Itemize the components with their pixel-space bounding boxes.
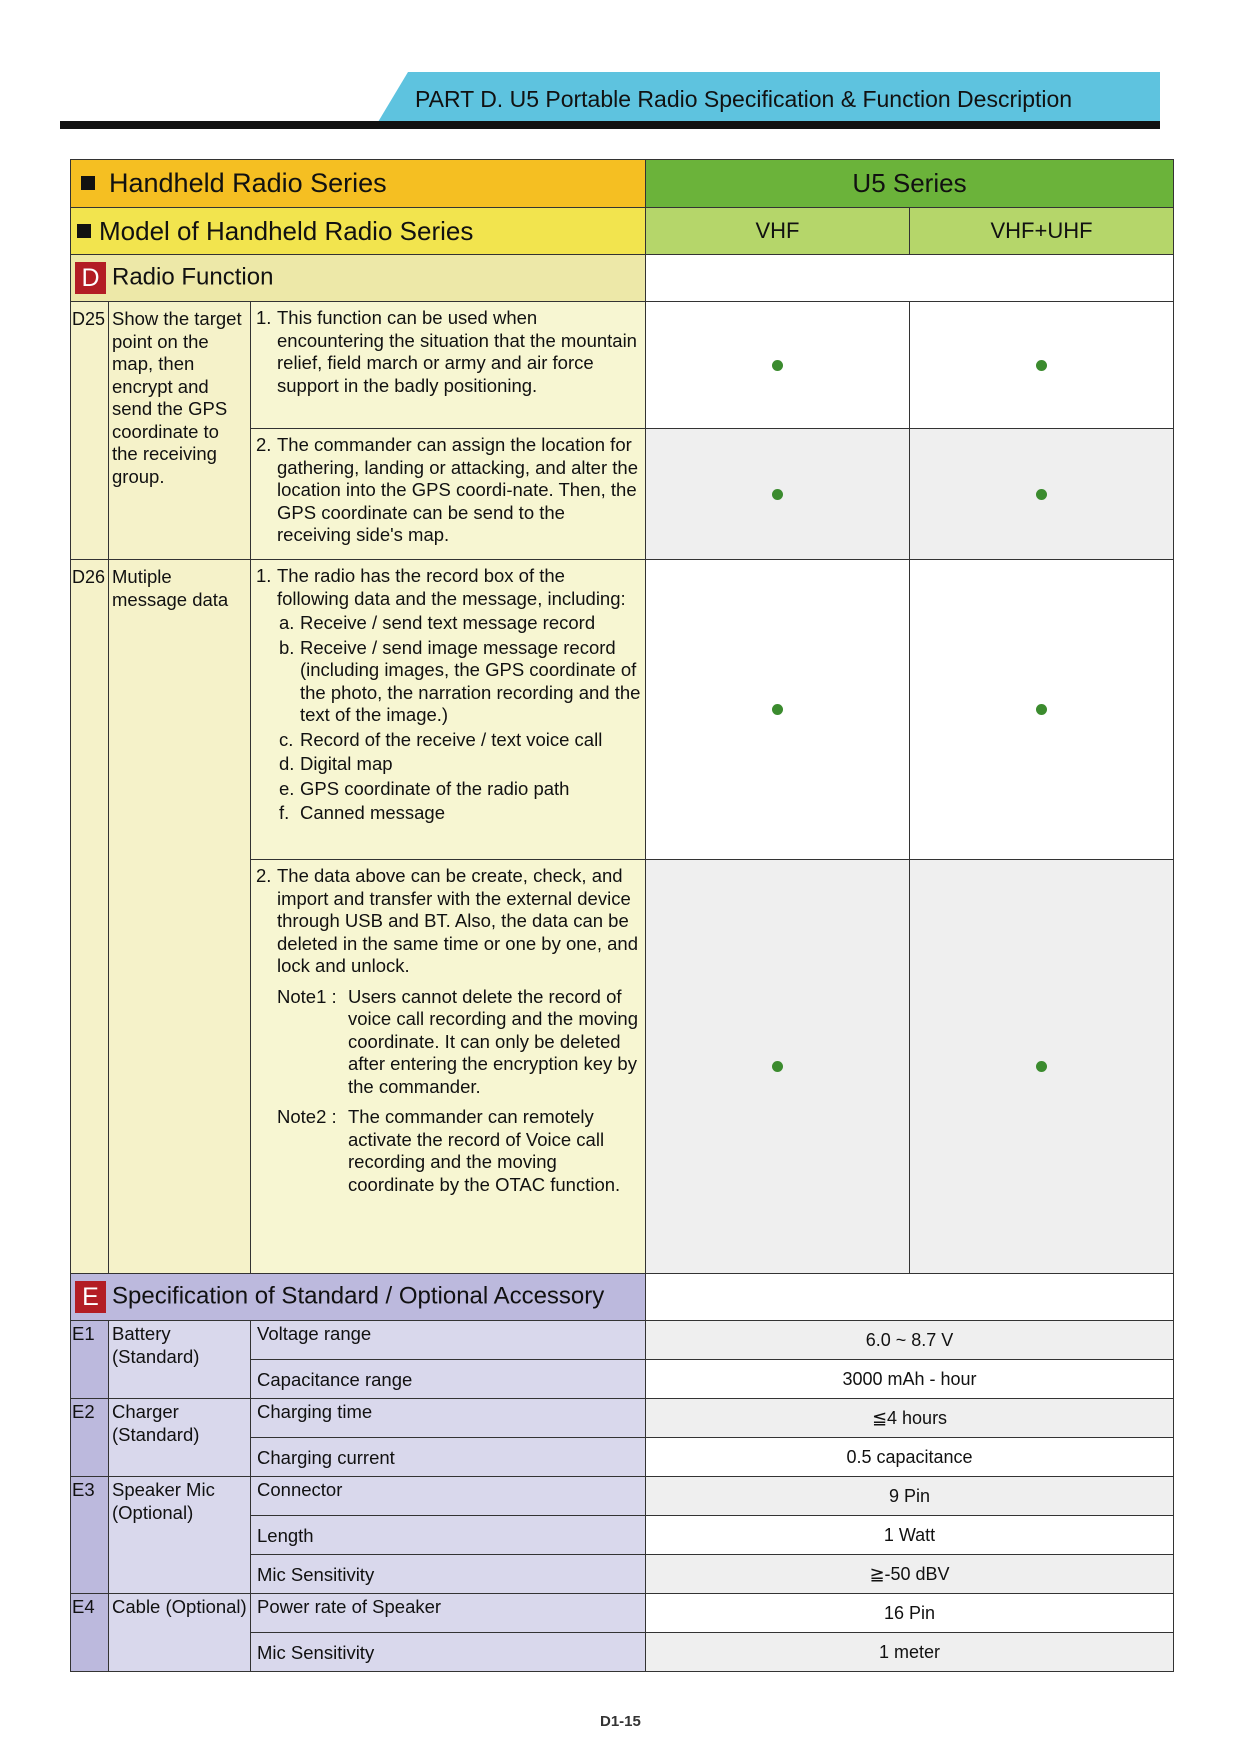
section-e-header xyxy=(71,1274,646,1321)
e3-code: E3 xyxy=(71,1477,109,1594)
d26-2-vhfuhf-support xyxy=(910,860,1174,1274)
sub-letter: a. xyxy=(279,612,295,633)
e3-name: Speaker Mic (Optional) xyxy=(109,1477,251,1594)
supported-dot-icon xyxy=(1036,489,1047,500)
note-label: Note2 : xyxy=(277,1106,337,1127)
series-label: Handheld Radio Series xyxy=(109,168,387,199)
sub-text: Receive / send text message record xyxy=(300,612,596,633)
list-text: The radio has the record box of the following data and the message, including: xyxy=(277,565,626,609)
d25-2-vhfuhf-support xyxy=(910,429,1174,560)
d25-row-1 xyxy=(71,302,1174,429)
list-text: This function can be used when encountering the situation that the mountain relief, field march or army and air force support in the badly positioning. xyxy=(277,307,637,396)
spec-property: Capacitance range xyxy=(251,1360,646,1399)
e4-row-1 xyxy=(71,1594,1174,1633)
series-label-cell xyxy=(71,160,646,208)
series-row xyxy=(71,160,1174,208)
spec-value: 1 Watt xyxy=(646,1516,1174,1555)
d26-row-1 xyxy=(71,560,1174,860)
header-rule xyxy=(60,121,1160,129)
section-d-title: Radio Function xyxy=(112,263,274,291)
spec-value: 16 Pin xyxy=(646,1594,1174,1633)
supported-dot-icon xyxy=(1036,704,1047,715)
sub-letter: b. xyxy=(279,636,295,658)
e2-row-1 xyxy=(71,1399,1174,1438)
series-value: U5 Series xyxy=(646,160,1174,208)
sub-letter: f. xyxy=(279,802,290,823)
list-number: 1. xyxy=(256,565,272,586)
list-text: The data above can be create, check, and import and transfer with the external device through USB and BT. Also, the data can be deleted in the same time or one by one, and lock and unlock. xyxy=(277,865,638,976)
spec-property: Mic Sensitivity xyxy=(251,1633,646,1672)
spec-table xyxy=(70,159,1174,1672)
list-text: The commander can assign the location for gathering, landing or attacking, and alter the location into the GPS coordi-nate. Then, the GPS coordinate can be send to the receiving side's map. xyxy=(277,434,638,545)
note-label: Note1 : xyxy=(277,985,337,1007)
sub-text: Digital map xyxy=(300,753,393,774)
e1-code: E1 xyxy=(71,1321,109,1399)
e4-code: E4 xyxy=(71,1594,109,1672)
note-text: Users cannot delete the record of voice call recording and the moving coordinate. It can only be deleted after entering the encryption key by the commander. xyxy=(348,985,638,1097)
d25-2-vhf-support xyxy=(646,429,910,560)
d25-name: Show the target point on the map, then encrypt and send the GPS coordinate to the receiving group. xyxy=(109,302,251,560)
section-e-title: Specification of Standard / Optional Accessory xyxy=(112,1282,605,1310)
sub-text: GPS coordinate of the radio path xyxy=(300,777,570,799)
d26-item-1 xyxy=(251,560,646,860)
spec-value: 9 Pin xyxy=(646,1477,1174,1516)
section-d-header xyxy=(71,255,646,302)
model-label: Model of Handheld Radio Series xyxy=(99,215,474,246)
d25-1-vhfuhf-support xyxy=(910,302,1174,429)
supported-dot-icon xyxy=(772,489,783,500)
d26-name: Mutiple message data xyxy=(109,560,251,1274)
spec-value: 6.0 ~ 8.7 V xyxy=(646,1321,1174,1360)
supported-dot-icon xyxy=(772,704,783,715)
model-label-cell xyxy=(71,208,646,255)
spec-value: 3000 mAh - hour xyxy=(646,1360,1174,1399)
list-number: 1. xyxy=(256,307,272,328)
spec-property: Connector xyxy=(251,1477,646,1516)
model-vhf: VHF xyxy=(646,208,910,255)
spec-property: Mic Sensitivity xyxy=(251,1555,646,1594)
d25-code: D25 xyxy=(71,302,109,560)
sub-text: Canned message xyxy=(300,802,446,823)
model-row xyxy=(71,208,1174,255)
list-number: 2. xyxy=(256,434,272,455)
spec-value: ≦4 hours xyxy=(646,1399,1174,1438)
sub-text: Receive / send image message record (including images, the GPS coordinate of the photo, the narration recording and the text of the image.) xyxy=(300,636,641,725)
sub-letter: d. xyxy=(279,753,295,774)
spec-property: Voltage range xyxy=(251,1321,646,1360)
square-bullet-icon xyxy=(77,224,91,238)
e2-name: Charger (Standard) xyxy=(109,1399,251,1477)
sub-text: Record of the receive / text voice call xyxy=(300,728,603,750)
d26-2-vhf-support xyxy=(646,860,910,1274)
supported-dot-icon xyxy=(772,1061,783,1072)
spec-value: 1 meter xyxy=(646,1633,1174,1672)
d25-item-1 xyxy=(251,302,646,429)
spec-property: Power rate of Speaker xyxy=(251,1594,646,1633)
e1-row-1 xyxy=(71,1321,1174,1360)
section-e-badge: E xyxy=(75,1281,106,1313)
d26-1-vhf-support xyxy=(646,560,910,860)
square-bullet-icon xyxy=(81,176,95,190)
supported-dot-icon xyxy=(772,360,783,371)
e2-code: E2 xyxy=(71,1399,109,1477)
page-number: D1-15 xyxy=(600,1713,641,1730)
spec-property: Charging time xyxy=(251,1399,646,1438)
d26-code: D26 xyxy=(71,560,109,1274)
d26-1-vhfuhf-support xyxy=(910,560,1174,860)
section-e-blank xyxy=(646,1274,1174,1321)
section-d-blank xyxy=(646,255,1174,302)
d25-1-vhf-support xyxy=(646,302,910,429)
section-d-row xyxy=(71,255,1174,302)
e1-name: Battery (Standard) xyxy=(109,1321,251,1399)
list-number: 2. xyxy=(256,865,272,886)
supported-dot-icon xyxy=(1036,1061,1047,1072)
spec-property: Charging current xyxy=(251,1438,646,1477)
note-text: The commander can remotely activate the record of Voice call recording and the moving coordinate by the OTAC function. xyxy=(348,1106,621,1195)
spec-value: 0.5 capacitance xyxy=(646,1438,1174,1477)
section-d-badge: D xyxy=(75,262,106,294)
spec-property: Length xyxy=(251,1516,646,1555)
spec-value: ≧-50 dBV xyxy=(646,1555,1174,1594)
sub-letter: e. xyxy=(279,777,295,799)
model-vhf-uhf: VHF+UHF xyxy=(910,208,1174,255)
supported-dot-icon xyxy=(1036,360,1047,371)
sub-letter: c. xyxy=(279,728,294,750)
e3-row-1 xyxy=(71,1477,1174,1516)
section-e-row xyxy=(71,1274,1174,1321)
d25-item-2 xyxy=(251,429,646,560)
d26-item-2 xyxy=(251,860,646,1274)
page-title: PART D. U5 Portable Radio Specification & Function Description xyxy=(415,86,1073,112)
e4-name: Cable (Optional) xyxy=(109,1594,251,1672)
